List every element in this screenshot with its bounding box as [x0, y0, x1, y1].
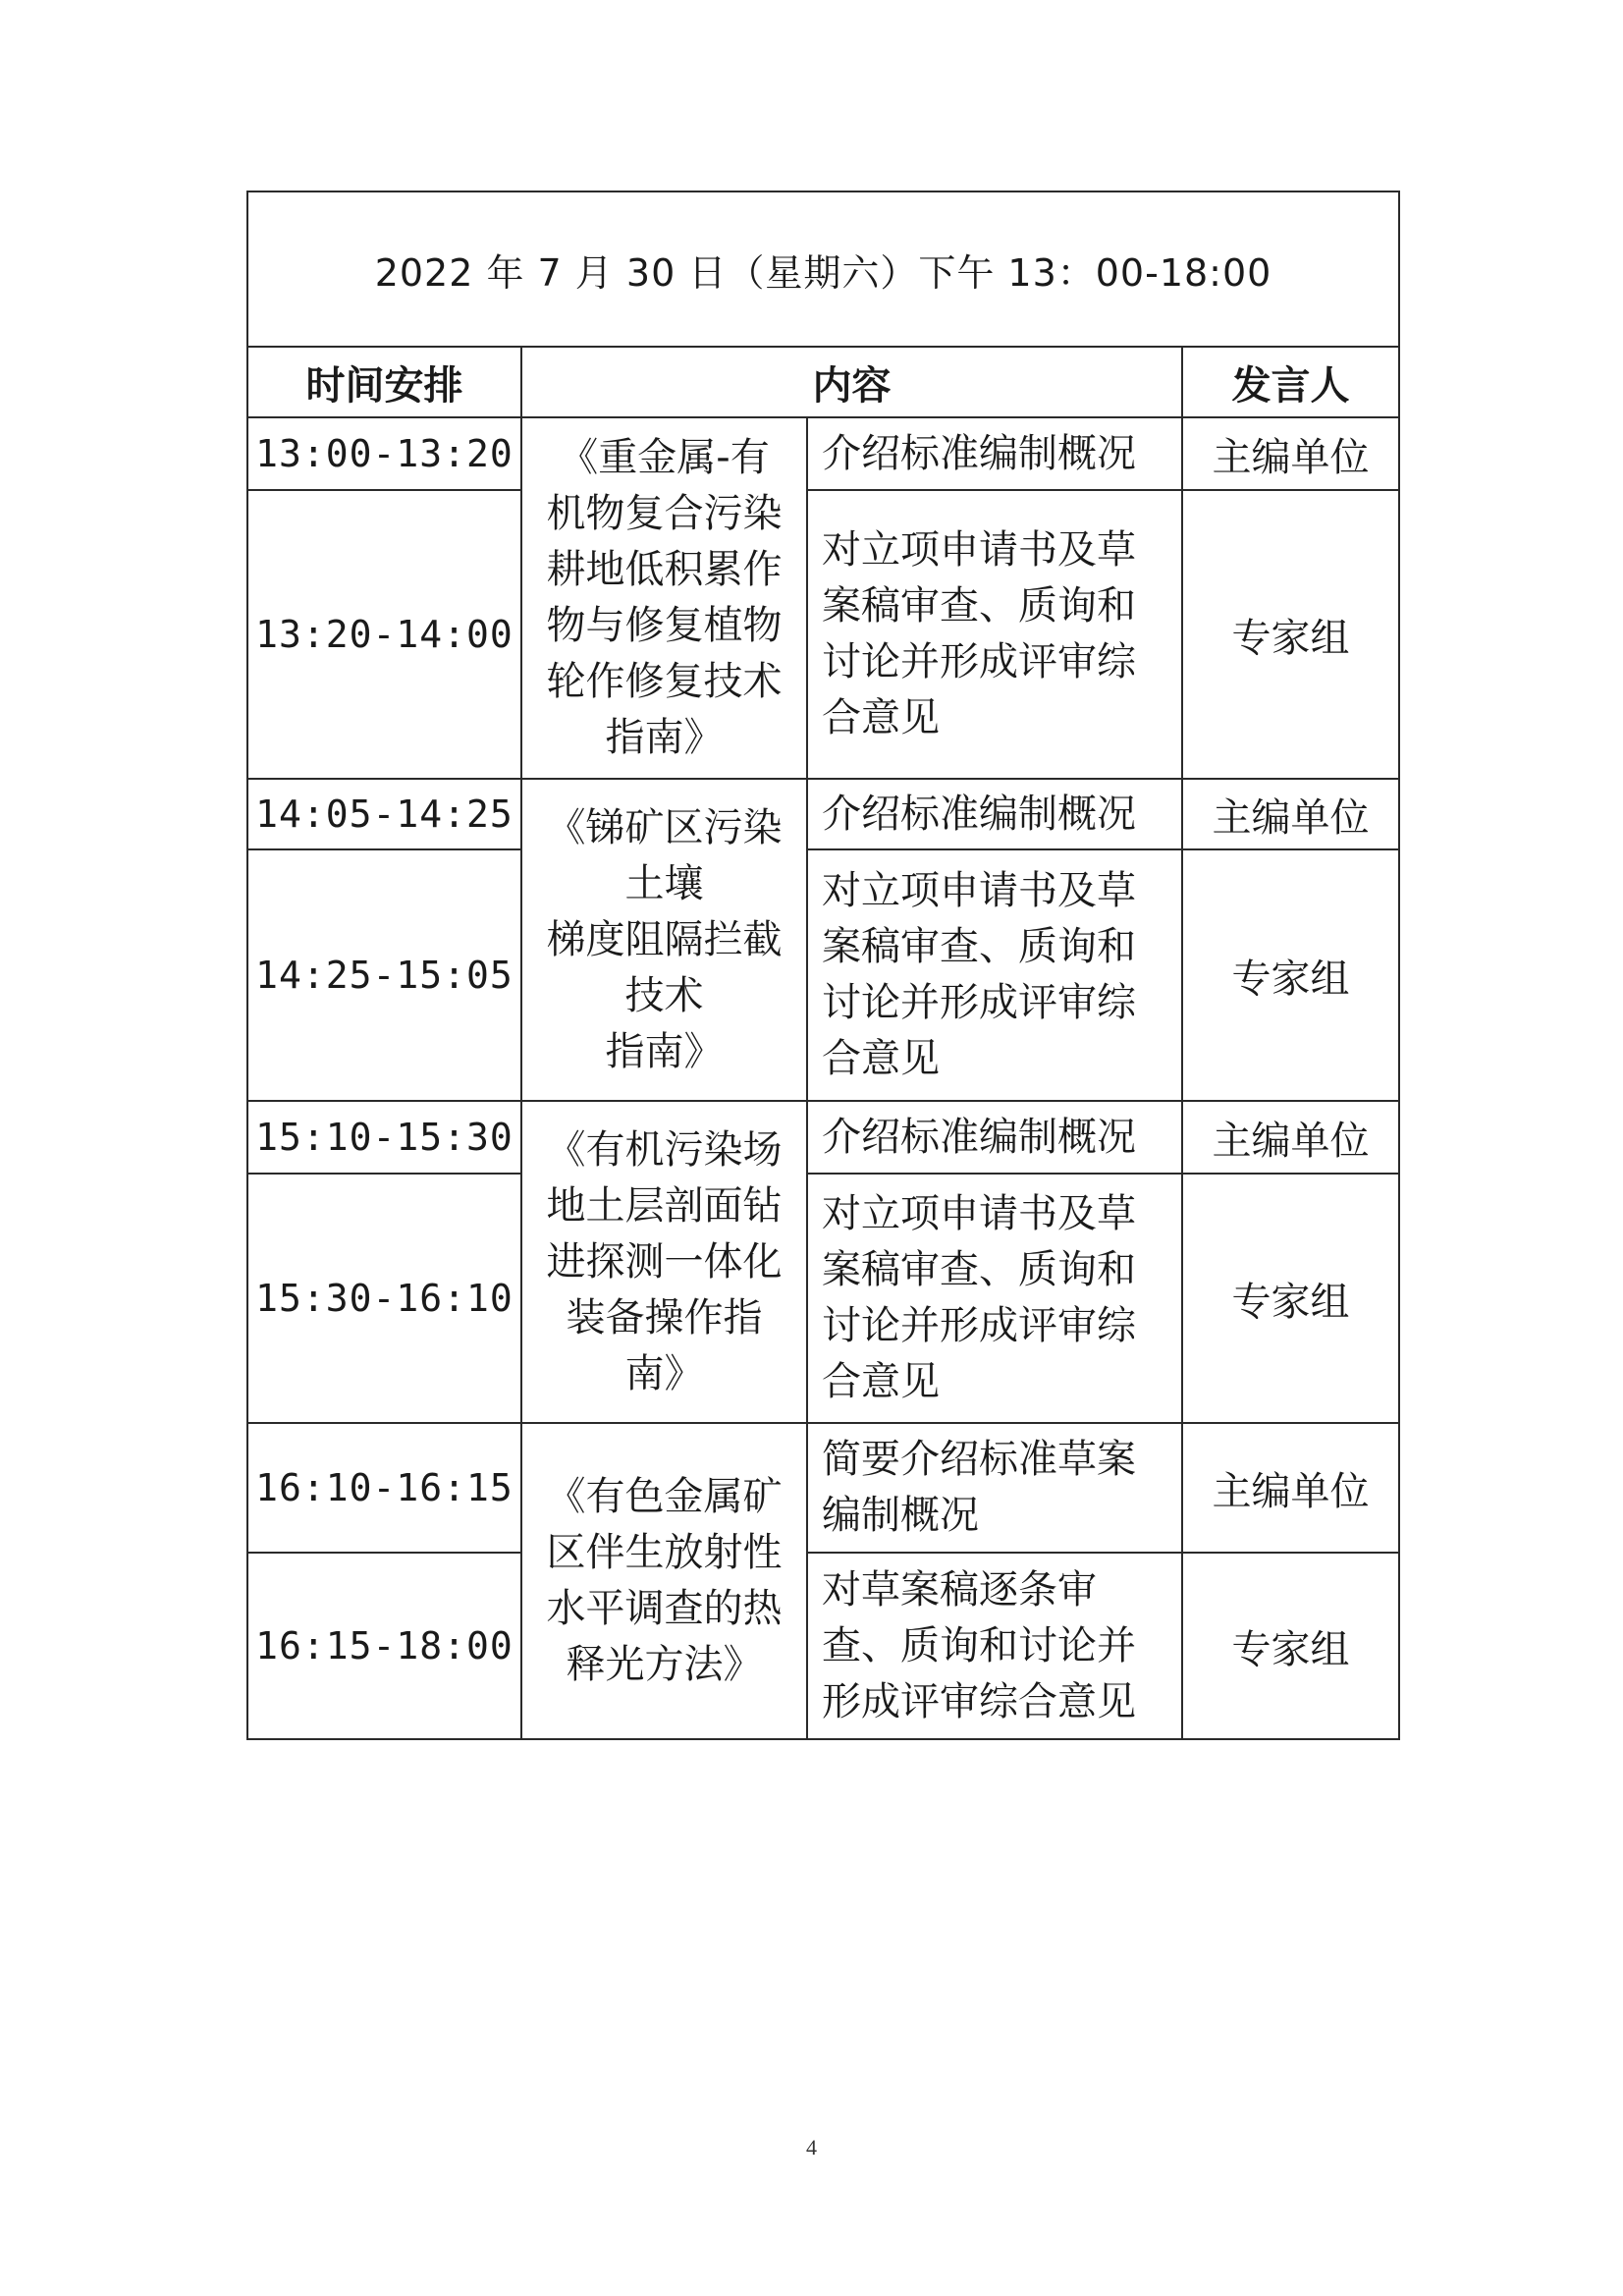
schedule-title: 2022 年 7 月 30 日（星期六）下午 13：00-18:00	[247, 191, 1399, 347]
time-slot: 14:05-14:25	[247, 779, 521, 849]
schedule-table	[246, 191, 1400, 1740]
table-row	[247, 417, 1399, 490]
header-content: 内容	[521, 347, 1182, 417]
title-row	[247, 191, 1399, 347]
table-row	[247, 1423, 1399, 1553]
time-slot: 16:15-18:00	[247, 1553, 521, 1739]
speaker: 专家组	[1182, 1174, 1399, 1423]
time-slot: 13:00-13:20	[247, 417, 521, 490]
page-number: 4	[806, 2135, 817, 2159]
speaker: 专家组	[1182, 1553, 1399, 1739]
table-row	[247, 1174, 1399, 1423]
speaker: 主编单位	[1182, 1423, 1399, 1553]
header-speaker: 发言人	[1182, 347, 1399, 417]
header-time: 时间安排	[247, 347, 521, 417]
speaker: 专家组	[1182, 849, 1399, 1101]
agenda-content: 介绍标准编制概况	[807, 1101, 1182, 1174]
time-slot: 16:10-16:15	[247, 1423, 521, 1553]
agenda-content: 对立项申请书及草案稿审查、质询和讨论并形成评审综合意见	[807, 490, 1182, 779]
standard-name: 《有机污染场 地土层剖面钻 进探测一体化 装备操作指 南》	[521, 1101, 807, 1423]
standard-name: 《重金属-有 机物复合污染 耕地低积累作 物与修复植物 轮作修复技术 指南》	[521, 417, 807, 779]
table-row	[247, 779, 1399, 849]
time-slot: 14:25-15:05	[247, 849, 521, 1101]
speaker: 专家组	[1182, 490, 1399, 779]
agenda-content: 介绍标准编制概况	[807, 779, 1182, 849]
table-row	[247, 1101, 1399, 1174]
standard-name: 《锑矿区污染 土壤 梯度阻隔拦截 技术 指南》	[521, 779, 807, 1101]
table-row	[247, 1553, 1399, 1739]
table-row	[247, 490, 1399, 779]
standard-name: 《有色金属矿 区伴生放射性 水平调查的热 释光方法》	[521, 1423, 807, 1739]
header-row	[247, 347, 1399, 417]
agenda-content: 对立项申请书及草案稿审查、质询和讨论并形成评审综合意见	[807, 1174, 1182, 1423]
time-slot: 15:10-15:30	[247, 1101, 521, 1174]
agenda-content: 简要介绍标准草案编制概况	[807, 1423, 1182, 1553]
speaker: 主编单位	[1182, 417, 1399, 490]
speaker: 主编单位	[1182, 779, 1399, 849]
agenda-content: 对立项申请书及草案稿审查、质询和讨论并形成评审综合意见	[807, 849, 1182, 1101]
table-row	[247, 849, 1399, 1101]
agenda-content: 介绍标准编制概况	[807, 417, 1182, 490]
agenda-content: 对草案稿逐条审查、质询和讨论并形成评审综合意见	[807, 1553, 1182, 1739]
speaker: 主编单位	[1182, 1101, 1399, 1174]
time-slot: 15:30-16:10	[247, 1174, 521, 1423]
time-slot: 13:20-14:00	[247, 490, 521, 779]
